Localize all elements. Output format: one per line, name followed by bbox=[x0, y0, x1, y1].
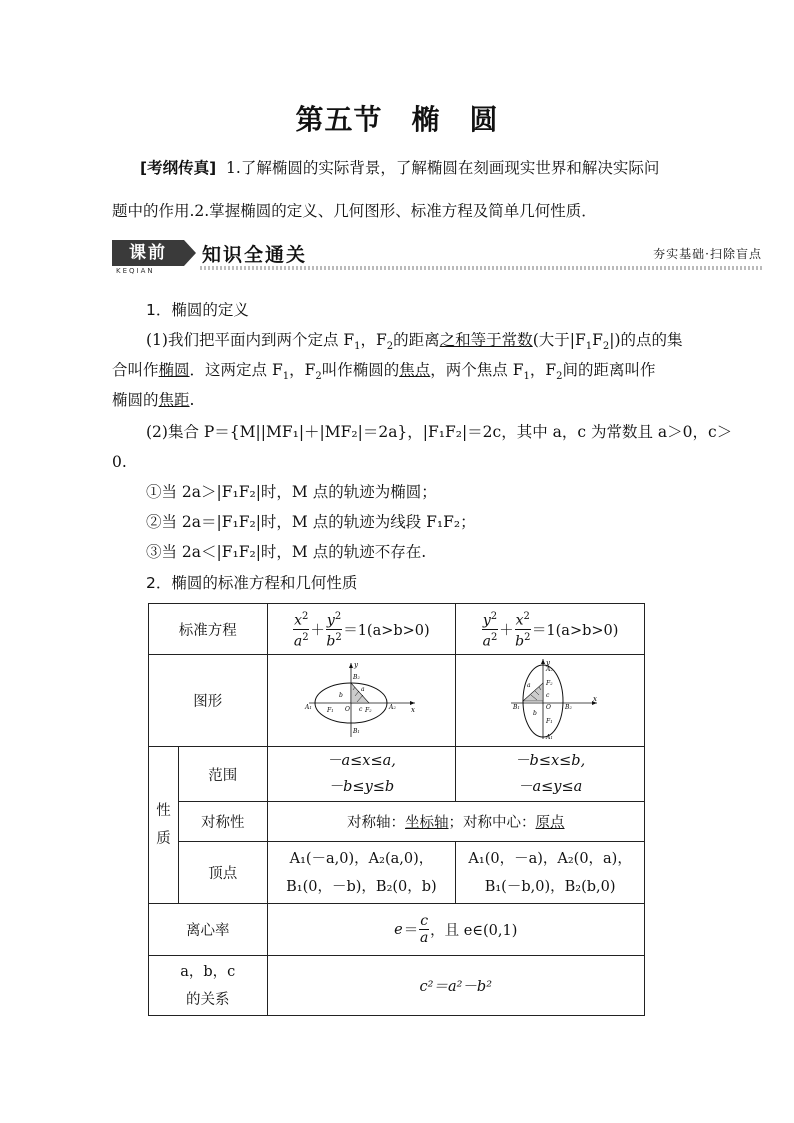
svg-text:x: x bbox=[411, 705, 416, 714]
section1-heading: 1．椭圆的定义 bbox=[146, 301, 249, 319]
range-vertical: －b≤x≤b, －a≤y≤a bbox=[456, 747, 645, 802]
relation-label: a，b，c 的关系 bbox=[149, 956, 268, 1016]
svg-text:b: b bbox=[533, 709, 537, 717]
symmetry-value: 对称轴：坐标轴；对称中心：原点 bbox=[267, 802, 644, 842]
banner-arrow-icon bbox=[184, 240, 196, 266]
vertical-ellipse-figure bbox=[456, 655, 645, 747]
svg-text:B2: B2 bbox=[353, 673, 361, 681]
case-3: ③当 2a＜|F₁F₂|时，M 点的轨迹不存在. bbox=[146, 543, 427, 561]
banner-heading: 知识全通关 bbox=[202, 244, 308, 266]
vertical-ellipse-icon bbox=[495, 657, 605, 741]
svg-text:A1: A1 bbox=[305, 703, 313, 711]
exam-outline-text2: 题中的作用.2.掌握椭圆的定义、几何图形、标准方程及简单几何性质． bbox=[112, 202, 597, 220]
table-row bbox=[149, 655, 645, 747]
standard-equation-vertical: $\frac{y^2}{a^2}$ ＋ $\frac{x^2}{b^2}$ ＝1(a>b>0) bbox=[456, 604, 645, 655]
svg-text:y: y bbox=[354, 660, 359, 669]
set-definition-line2: 0. bbox=[112, 453, 127, 471]
table-row bbox=[149, 604, 645, 655]
relation-value: c²＝a²－b² bbox=[267, 956, 644, 1016]
svg-text:F1: F1 bbox=[327, 706, 335, 714]
svg-text:A1: A1 bbox=[546, 733, 554, 741]
horizontal-ellipse-figure bbox=[267, 655, 456, 747]
horizontal-ellipse-icon bbox=[301, 657, 421, 741]
exam-outline-tag: [考纲传真] bbox=[140, 159, 217, 177]
table-row bbox=[149, 956, 645, 1016]
definition-line2: 合叫作椭圆．这两定点 $F_1$，$F_2$叫作椭圆的焦点，两个焦点 $F_1$，$F_2$间的距离叫作 bbox=[112, 361, 656, 383]
section2-heading: 2．椭圆的标准方程和几何性质 bbox=[146, 574, 358, 592]
eccentricity-label: 离心率 bbox=[149, 904, 268, 956]
case-1: ①当 2a＞|F₁F₂|时，M 点的轨迹为椭圆； bbox=[146, 483, 437, 501]
table-row bbox=[149, 747, 645, 802]
svg-text:F2: F2 bbox=[365, 706, 373, 714]
svg-text:c: c bbox=[359, 705, 363, 713]
svg-text:x: x bbox=[593, 694, 598, 703]
svg-text:O: O bbox=[345, 705, 351, 713]
svg-text:b: b bbox=[339, 691, 344, 699]
definition-line3: 椭圆的焦距. bbox=[112, 391, 195, 409]
banner-tag: 课前 bbox=[112, 240, 184, 266]
symmetry-label: 对称性 bbox=[178, 802, 267, 842]
svg-text:O: O bbox=[546, 703, 552, 711]
exam-outline-line1 bbox=[140, 158, 659, 178]
page-title: 第五节 椭 圆 bbox=[295, 103, 499, 136]
definition-line1: (1)我们把平面内到两个定点 $F_1$，$F_2$的距离之和等于常数(大于$|F_1F_2|$)的点的集 bbox=[146, 331, 683, 353]
svg-text:B2: B2 bbox=[565, 703, 573, 711]
svg-text:a: a bbox=[527, 681, 531, 689]
table-row bbox=[149, 904, 645, 956]
svg-text:A2: A2 bbox=[546, 665, 554, 673]
svg-text:B1: B1 bbox=[513, 703, 521, 711]
banner-motto: 夯实基础·扫除盲点 bbox=[653, 247, 762, 261]
set-definition-line1: (2)集合 P＝{M||MF₁|＋|MF₂|＝2a}，|F₁F₂|＝2c，其中 a，c 为常数且 a＞0，c＞ bbox=[146, 423, 733, 441]
graph-label: 图形 bbox=[149, 655, 268, 747]
svg-text:F2: F2 bbox=[546, 679, 553, 687]
eccentricity-value: e ＝ $\frac{c}{a}$ ，且 e∈(0,1) bbox=[267, 904, 644, 956]
svg-text:B1: B1 bbox=[353, 727, 361, 735]
banner-rule bbox=[200, 266, 762, 270]
case-2: ②当 2a＝|F₁F₂|时，M 点的轨迹为线段 F₁F₂； bbox=[146, 513, 476, 531]
standard-equation-horizontal: $\frac{x^2}{a^2}$ ＋ $\frac{y^2}{b^2}$ ＝1(a>b>0) bbox=[267, 604, 456, 655]
vertex-vertical: A₁(0，－a)，A₂(0，a)， B₁(－b,0)，B₂(b,0) bbox=[456, 842, 645, 904]
svg-text:F1: F1 bbox=[546, 717, 553, 725]
properties-label: 性 质 bbox=[149, 747, 179, 904]
svg-text:y: y bbox=[546, 658, 551, 667]
range-label: 范围 bbox=[178, 747, 267, 802]
range-horizontal: －a≤x≤a, －b≤y≤b bbox=[267, 747, 456, 802]
banner-pinyin: KEQIAN bbox=[116, 267, 155, 275]
table-row bbox=[149, 842, 645, 904]
ellipse-properties-table bbox=[148, 603, 645, 1016]
standard-equation-label: 标准方程 bbox=[149, 604, 268, 655]
vertex-label: 顶点 bbox=[178, 842, 267, 904]
section-banner bbox=[112, 238, 762, 278]
svg-text:A2: A2 bbox=[389, 703, 397, 711]
vertex-horizontal: A₁(－a,0)，A₂(a,0)， B₁(0，－b)，B₂(0，b) bbox=[267, 842, 456, 904]
svg-text:a: a bbox=[361, 685, 365, 693]
svg-text:c: c bbox=[546, 691, 550, 699]
exam-outline-text1: 1.了解椭圆的实际背景，了解椭圆在刻画现实世界和解决实际问 bbox=[226, 159, 660, 177]
table-row bbox=[149, 802, 645, 842]
